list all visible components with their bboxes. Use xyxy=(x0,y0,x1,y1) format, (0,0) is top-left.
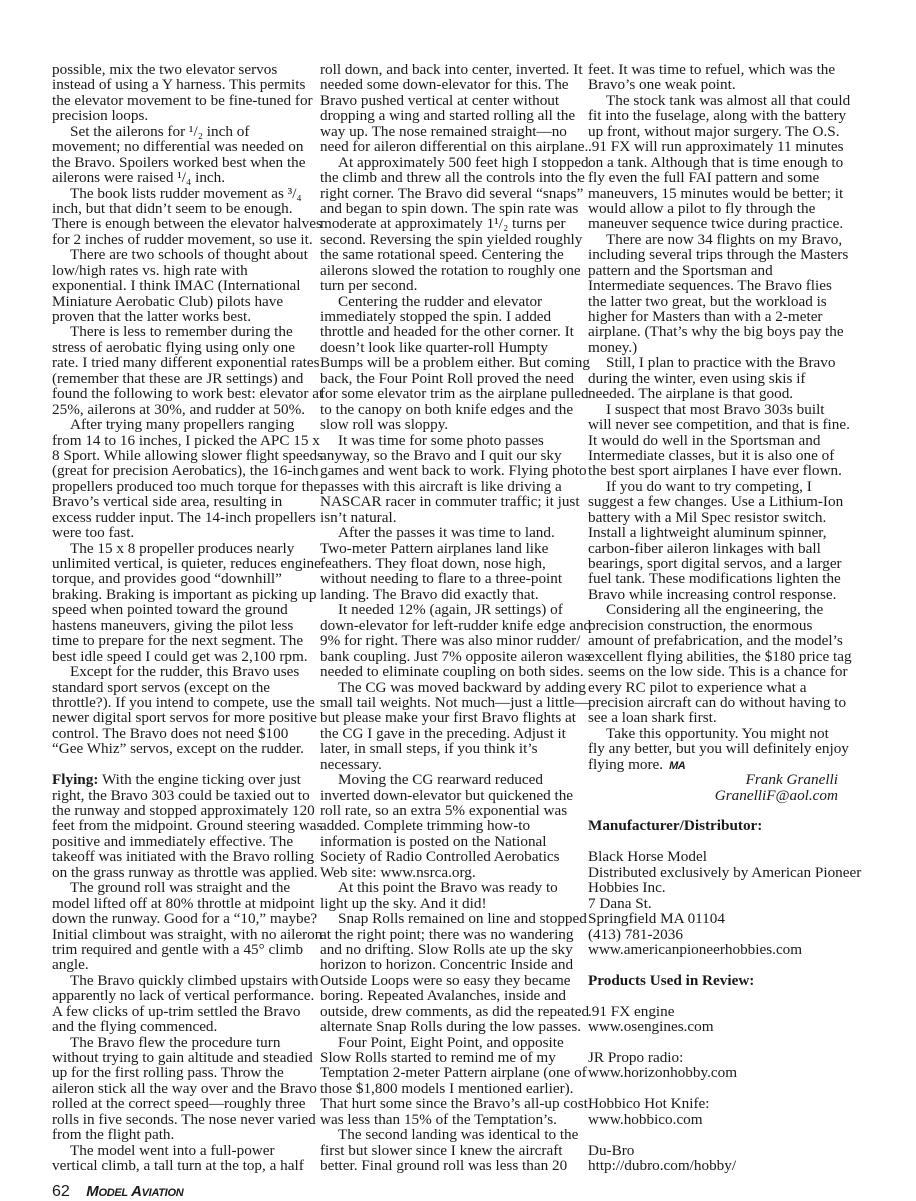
text-line: turn per second. xyxy=(320,277,418,295)
text-line: I suspect that most Bravo 303s built xyxy=(606,400,825,418)
text-line: .91 FX engine xyxy=(588,1002,675,1020)
text-line: the Bravo. Spoilers worked best when the xyxy=(52,153,306,171)
page-footer xyxy=(52,1183,183,1201)
text-line: later, in small steps, if you think it’s xyxy=(320,740,538,758)
text-line: fly even the full FAI pattern and some xyxy=(588,169,820,187)
text-line: will never see competition, and that is fine. xyxy=(588,416,850,434)
text-line: positive and immediately effective. The xyxy=(52,832,294,850)
text-line: 8 Sport. While allowing slower flight speeds xyxy=(52,446,323,464)
text-line: right, the Bravo 303 could be taxied out to xyxy=(52,786,310,804)
text-line: excellent flying abilities, the $180 price tag xyxy=(588,647,852,665)
text-line: inch, but that didn’t seem to be enough. xyxy=(52,199,293,217)
text-line: model lifted off at 80% throttle at midpoint xyxy=(52,894,315,912)
text-line: (remember that these are JR settings) and xyxy=(52,369,304,387)
text-line: Outside Loops were so easy they became xyxy=(320,971,571,989)
text-line: A few clicks of up-trim settled the Bravo xyxy=(52,1002,301,1020)
text-span: With the engine ticking over just xyxy=(98,771,301,789)
text-line: proven that the latter works best. xyxy=(52,308,252,325)
text-line: Bravo’s one weak point. xyxy=(588,76,736,94)
text-line: Hobbico Hot Knife: xyxy=(588,1095,710,1113)
text-line: from the flight path. xyxy=(52,1126,175,1144)
text-line: needed to eliminate coupling on both sides. xyxy=(320,663,584,681)
text-line: vertical climb, a tall turn at the top, a half xyxy=(52,1157,304,1175)
text-line: carbon-fiber aileron linkages with ball xyxy=(588,539,821,557)
author-signature: Frank Granelli xyxy=(745,771,838,789)
section-lead-in: Flying: xyxy=(52,771,99,789)
text-line: The second landing was identical to the xyxy=(338,1126,579,1144)
text-line: without trying to gain altitude and steadied xyxy=(52,1049,313,1066)
text-line: bearings, sport digital servos, and a larger xyxy=(588,555,842,572)
text-line: At approximately 500 feet high I stopped xyxy=(338,153,589,171)
section-heading: Products Used in Review: xyxy=(588,971,755,989)
text-line: right corner. The Bravo did several “snaps” xyxy=(320,184,584,202)
text-line: those $1,800 models I mentioned earlier). xyxy=(320,1079,574,1097)
text-line: on a tank. Although that is time enough to xyxy=(588,153,844,171)
article-column-1 xyxy=(52,61,324,1175)
text-line: excess rudder input. The 14-inch propellers xyxy=(52,508,316,526)
page-number: 62 xyxy=(52,1183,70,1200)
text-line: the runway and stopped approximately 120 xyxy=(52,802,315,819)
text-line: from 14 to 16 inches, I picked the APC 15 x xyxy=(52,431,320,449)
text-line: unlimited vertical, is quieter, reduces engine xyxy=(52,555,321,572)
text-line: better. Final ground roll was less than 20 xyxy=(320,1157,568,1175)
text-line: torque, and provides good “downhill” xyxy=(52,570,282,588)
magazine-logo: Model Aviation xyxy=(86,1183,184,1200)
text-line: first but slower since I knew the aircraft xyxy=(320,1141,563,1159)
blank-line xyxy=(588,1081,856,1096)
text-line: outside, drew comments, as did the repeated xyxy=(320,1002,590,1020)
text-line: Set the ailerons for ¹/₂ inch of xyxy=(70,122,250,140)
text-line: inverted down-elevator but quickened the xyxy=(320,786,574,804)
blank-line xyxy=(588,803,856,818)
text-line: down-elevator for left-rudder knife edge and xyxy=(320,616,592,634)
text-line: Install a lightweight aluminum spinner, xyxy=(588,524,827,542)
text-line: At this point the Bravo was ready to xyxy=(338,879,558,897)
text-line: Moving the CG rearward reduced xyxy=(338,771,543,789)
text-line: That hurt some since the Bravo’s all-up cost xyxy=(320,1095,588,1113)
text-line: Society of Radio Controlled Aerobatics xyxy=(320,848,560,866)
text-line: the elevator movement to be fine-tuned for xyxy=(52,91,313,109)
text-line: doesn’t look like quarter-roll Humpty xyxy=(320,338,549,356)
text-line: games and went back to work. Flying photo xyxy=(320,462,587,480)
text-line: Snap Rolls remained on line and stopped xyxy=(338,910,587,928)
text-line: on the grass runway as throttle was applied. xyxy=(52,863,318,881)
text-line: up front, without major surgery. The O.S. xyxy=(588,122,840,140)
text-line: rate. I tried many different exponential rates xyxy=(52,354,320,372)
article-column-2 xyxy=(320,61,592,1175)
text-line: at the right point; there was no wandering xyxy=(320,925,574,943)
text-line: NASCAR racer in commuter traffic; it just xyxy=(320,493,580,511)
text-line: fuel tank. These modifications lighten the xyxy=(588,570,841,588)
text-line: up for the first rolling pass. Throw the xyxy=(52,1064,284,1082)
text-line: Four Point, Eight Point, and opposite xyxy=(338,1033,564,1051)
text-line: but please make your first Bravo flights at xyxy=(320,709,577,727)
text-line: moderate at approximately 1¹/₂ turns per xyxy=(320,215,566,233)
text-line: roll rate, so an extra 5% exponential was xyxy=(320,802,568,819)
text-line: landing. The Bravo did exactly that. xyxy=(320,585,539,603)
text-line: was less than 15% of the Temptation’s. xyxy=(320,1110,557,1128)
text-line: ailerons were raised ¹/₄ inch. xyxy=(52,169,226,187)
article-column-3 xyxy=(588,61,862,1175)
text-line: takeoff was initiated with the Bravo rolling xyxy=(52,848,315,866)
blank-line xyxy=(588,988,856,1003)
text-line: stress of aerobatic flying using only one xyxy=(52,338,295,356)
text-line: for some elevator trim as the airplane pulled xyxy=(320,385,589,403)
author-signature: GranelliF@aol.com xyxy=(714,786,838,804)
text-line: www.americanpioneerhobbies.com xyxy=(588,940,803,958)
blank-line xyxy=(588,834,856,849)
text-line: propellers produced too much torque for the xyxy=(52,477,321,495)
text-line: Temptation 2-meter Pattern airplane (one of xyxy=(320,1064,587,1082)
text-line: passes with this aircraft is like driving a xyxy=(320,477,562,495)
text-line: movement; no differential was needed on xyxy=(52,138,304,156)
text-line: necessary. xyxy=(320,755,382,773)
text-line: and no drifting. Slow Rolls ate up the sky xyxy=(320,940,573,958)
text-line: The CG was moved backward by adding xyxy=(338,678,586,696)
text-line: pattern and the Sportsman and xyxy=(588,261,773,279)
text-line: added. Complete trimming how-to xyxy=(320,817,531,835)
text-line: Miniature Aerobatic Club) pilots have xyxy=(52,292,284,310)
text-line: down the runway. Good for a “10,” maybe? xyxy=(52,910,318,928)
text-line: precision aircraft can do without having to xyxy=(588,693,847,711)
text-line: maneuvers, 15 minutes would be better; it xyxy=(588,184,844,202)
text-line: 9% for right. There was also minor rudder/ xyxy=(320,632,581,650)
text-line: The book lists rudder movement as ³/₄ xyxy=(70,184,302,202)
text-line: feathers. They float down, nose high, xyxy=(320,555,546,572)
text-line: without needing to flare to a three-point xyxy=(320,570,563,588)
text-line: The ground roll was straight and the xyxy=(70,879,291,897)
text-line: higher for Masters than with a 2-meter xyxy=(588,308,823,325)
text-line: www.osengines.com xyxy=(588,1018,714,1036)
text-line: and began to spin down. The spin rate was xyxy=(320,199,579,217)
text-line: Slow Rolls started to remind me of my xyxy=(320,1049,556,1066)
text-line xyxy=(588,757,856,772)
text-line: The stock tank was almost all that could xyxy=(606,91,851,109)
text-line: during the winter, even using skis if xyxy=(588,369,806,387)
text-line: bank coupling. Just 7% opposite aileron was xyxy=(320,647,591,665)
text-line: back, the Four Point Roll proved the need xyxy=(320,369,574,387)
text-line: instead of using a Y harness. This permits xyxy=(52,76,306,94)
text-line: to the canopy on both knife edges and the xyxy=(320,400,574,418)
text-line: The Bravo flew the procedure turn xyxy=(70,1033,281,1051)
text-line: Still, I plan to practice with the Bravo xyxy=(606,354,836,372)
text-line: dropping a wing and started rolling all the xyxy=(320,107,576,125)
text-line: feet. It was time to refuel, which was the xyxy=(588,61,836,78)
text-line: Springfield MA 01104 xyxy=(588,910,725,928)
text-line: and the flying commenced. xyxy=(52,1018,218,1036)
text-line: It would do well in the Sportsman and xyxy=(588,431,821,449)
text-line: the CG I gave in the preceding. Adjust it xyxy=(320,724,566,742)
text-line: ailerons slowed the rotation to roughly one xyxy=(320,261,581,279)
text-line: the climb and threw all the controls into the xyxy=(320,169,585,187)
text-line: Web site: www.nsrca.org. xyxy=(320,863,476,881)
text-line: Bravo’s vertical side area, resulting in xyxy=(52,493,283,511)
text-line: Black Horse Model xyxy=(588,848,707,866)
text-line: aileron stick all the way over and the Bravo xyxy=(52,1079,317,1097)
text-line: Two-meter Pattern airplanes land like xyxy=(320,539,549,557)
text-line: The 15 x 8 propeller produces nearly xyxy=(70,539,295,557)
text-line: Bravo pushed vertical at center without xyxy=(320,91,560,109)
text-line: light up the sky. And it did! xyxy=(320,894,487,912)
blank-line xyxy=(588,957,856,972)
text-line: www.horizonhobby.com xyxy=(588,1064,738,1082)
text-line: isn’t natural. xyxy=(320,508,397,526)
text-line: way up. The nose remained straight—no xyxy=(320,122,567,140)
text-line: www.hobbico.com xyxy=(588,1110,703,1128)
text-line: fly any better, but you will definitely enjoy xyxy=(588,740,849,758)
text-line: possible, mix the two elevator servos xyxy=(52,61,278,78)
text-line: every RC pilot to experience what a xyxy=(588,678,807,696)
text-line: would allow a pilot to fly through the xyxy=(588,199,816,217)
text-line: Hobbies Inc. xyxy=(588,879,666,897)
text-line: After trying many propellers ranging xyxy=(70,416,295,434)
text-line: newer digital sport servos for more positive xyxy=(52,709,317,727)
blank-line xyxy=(588,1127,856,1142)
text-line: low/high rates vs. high rate with xyxy=(52,261,248,279)
text-line: boring. Repeated Avalanches, inside and xyxy=(320,987,567,1005)
text-line: Intermediate sequences. The Bravo flies xyxy=(588,277,832,295)
text-line: Bumps will be a problem either. But coming xyxy=(320,354,590,372)
text-line: needed. The airplane is that good. xyxy=(588,385,794,403)
text-line xyxy=(52,772,320,787)
text-line: information is posted on the National xyxy=(320,832,547,850)
text-line: airplane. (That’s why the big boys pay the xyxy=(588,323,844,341)
text-line: slow roll was sloppy. xyxy=(320,416,449,434)
text-line: see a loan shark first. xyxy=(588,709,717,727)
text-line: There are now 34 flights on my Bravo, xyxy=(606,230,843,248)
text-line: battery with a Mil Spec resistor switch. xyxy=(588,508,827,526)
text-line: speed when pointed toward the ground xyxy=(52,601,288,619)
text-line: time to prepare for the next segment. The xyxy=(52,632,304,650)
text-line: hastens maneuvers, giving the pilot less xyxy=(52,616,294,634)
text-line: apparently no lack of vertical performance. xyxy=(52,987,315,1005)
blank-line xyxy=(588,1035,856,1050)
text-line: Distributed exclusively by American Pioneer xyxy=(588,863,862,881)
text-line: It was time for some photo passes xyxy=(338,431,544,449)
text-line: The model went into a full-power xyxy=(70,1141,275,1159)
text-line: exponential. I think IMAC (International xyxy=(52,277,301,295)
text-line: standard sport servos (except on the xyxy=(52,678,271,696)
text-line: rolls in five seconds. The nose never varied xyxy=(52,1110,316,1128)
text-line: rolled at the correct speed—roughly three xyxy=(52,1095,306,1113)
text-line: .91 FX will run approximately 11 minutes xyxy=(588,138,844,156)
text-line: best idle speed I could get was 2,100 rpm. xyxy=(52,647,308,665)
text-line: trim required and gentle with a 45° climb xyxy=(52,940,304,958)
text-line: Take this opportunity. You might not xyxy=(606,724,829,742)
text-line: braking. Braking is important as picking up xyxy=(52,585,317,603)
text-line: anyway, so the Bravo and I quit our sky xyxy=(320,446,562,464)
text-line: roll down, and back into center, inverted. It xyxy=(320,61,583,78)
text-line: angle. xyxy=(52,956,89,974)
text-line: control. The Bravo does not need $100 xyxy=(52,724,289,742)
text-line: fit into the fuselage, along with the battery xyxy=(588,107,847,125)
text-line: including several trips through the Masters xyxy=(588,246,849,264)
text-line: immediately stopped the spin. I added xyxy=(320,308,552,325)
text-line: the latter two great, but the workload is xyxy=(588,292,827,310)
text-line: for 2 inches of rudder movement, so use it. xyxy=(52,230,313,248)
text-span: flying more. xyxy=(588,755,664,773)
text-line: 7 Dana St. xyxy=(588,894,652,912)
text-line: Centering the rudder and elevator xyxy=(338,292,543,310)
text-line: money.) xyxy=(588,338,638,356)
text-line: precision loops. xyxy=(52,107,149,125)
text-line: Intermediate classes, but it is also one of xyxy=(588,446,835,464)
text-line: the same rotational speed. Centering the xyxy=(320,246,564,264)
text-line: small tail weights. Not much—just a little— xyxy=(320,693,590,711)
text-line: maneuver sequence twice during practice. xyxy=(588,215,844,233)
text-line: There are two schools of thought about xyxy=(70,246,308,264)
text-line: Considering all the engineering, the xyxy=(606,601,824,619)
text-line: amount of prefabrication, and the model’s xyxy=(588,632,843,650)
text-line: the best sport airplanes I have ever flown. xyxy=(588,462,842,480)
text-line: 25%, ailerons at 30%, and rudder at 50%. xyxy=(52,400,306,418)
text-line: (413) 781-2036 xyxy=(588,925,683,943)
text-line: After the passes it was time to land. xyxy=(338,524,555,542)
text-line: alternate Snap Rolls during the low passes. xyxy=(320,1018,582,1036)
text-line: need for aileron differential on this airplane. xyxy=(320,138,589,156)
text-line: There is less to remember during the xyxy=(70,323,293,341)
blank-line xyxy=(52,757,320,772)
end-mark-logo-icon: MA xyxy=(669,759,686,772)
text-line: http://dubro.com/hobby/ xyxy=(588,1157,737,1175)
text-line: The Bravo quickly climbed upstairs with xyxy=(70,971,319,989)
text-line: precision construction, the enormous xyxy=(588,616,813,634)
text-line: needed some down-elevator for this. The xyxy=(320,76,569,94)
text-line: Initial climbout was straight, with no aileron xyxy=(52,925,323,943)
text-line: If you do want to try competing, I xyxy=(606,477,812,495)
text-line: There is enough between the elevator halves xyxy=(52,215,322,233)
text-line: seems on the low side. This is a chance for xyxy=(588,663,848,681)
text-line: horizon to horizon. Concentric Inside and xyxy=(320,956,574,974)
text-line: It needed 12% (again, JR settings) of xyxy=(338,601,563,619)
text-line: found the following to work best: elevator at xyxy=(52,385,324,403)
text-line: suggest a few changes. Use a Lithium-Ion xyxy=(588,493,844,511)
text-line: throttle?). If you intend to compete, use the xyxy=(52,693,315,711)
text-line: were too fast. xyxy=(52,524,135,542)
text-line: feet from the midpoint. Ground steering was xyxy=(52,817,323,835)
text-line: (great for precision Aerobatics), the 16-inch xyxy=(52,462,319,480)
text-line: second. Reversing the spin yielded roughly xyxy=(320,230,583,248)
text-line: Bravo while increasing control response. xyxy=(588,585,837,603)
text-line: JR Propo radio: xyxy=(588,1049,684,1066)
text-line: “Gee Whiz” servos, except on the rudder. xyxy=(52,740,304,758)
text-line: Except for the rudder, this Bravo uses xyxy=(70,663,300,681)
text-line: Du-Bro xyxy=(588,1141,635,1159)
section-heading: Manufacturer/Distributor: xyxy=(588,817,763,835)
text-line: throttle and headed for the other corner. It xyxy=(320,323,574,341)
